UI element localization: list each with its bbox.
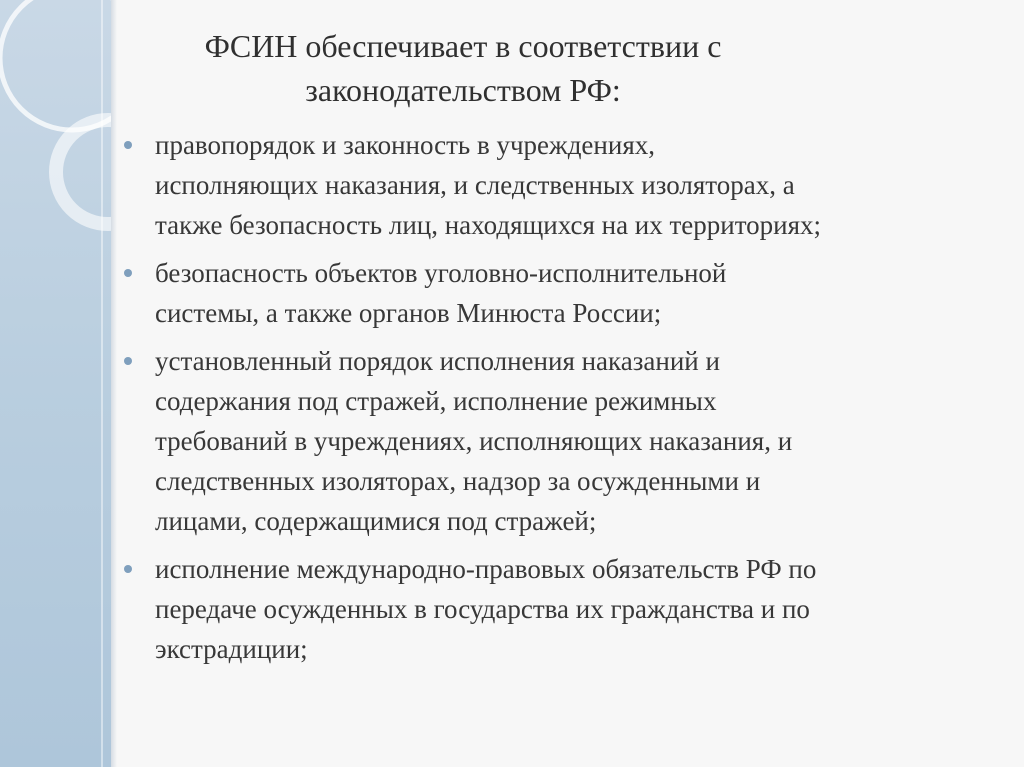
bullet-text: правопорядок и законность в учреждениях, исполняющих наказания, и следственных изоляторах, а также безопасность лиц, находящихся на их территориях;	[155, 130, 822, 240]
list-item	[118, 125, 1008, 245]
list-item	[118, 253, 1008, 333]
bullet-icon	[124, 269, 132, 277]
decorative-sidebar	[0, 0, 111, 767]
slide-content	[118, 0, 1008, 767]
bullet-icon	[124, 565, 132, 573]
bullet-text: безопасность объектов уголовно-исполнительной системы, а также органов Минюста России;	[155, 258, 727, 328]
sidebar-edge	[111, 0, 117, 767]
list-item	[118, 341, 1008, 541]
bullet-list	[118, 125, 1008, 677]
bullet-icon	[124, 141, 132, 149]
list-item	[118, 549, 1008, 669]
decorative-circles	[0, 0, 111, 767]
bullet-icon	[124, 357, 132, 365]
decor-circle-large	[0, 0, 111, 130]
bullet-text: исполнение международно-правовых обязательств РФ по передаче осужденных в государства их гражданства и по экстрадиции;	[155, 554, 817, 664]
slide-title: ФСИН обеспечивает в соответствии с законодательством РФ:	[204, 28, 722, 108]
bullet-text: установленный порядок исполнения наказаний и содержания под стражей, исполнение режимных требований в учреждениях, исполняющих наказания, и следственных изоляторах, надзор за осужденными и лицами, содержащимися под стражей;	[155, 346, 793, 536]
